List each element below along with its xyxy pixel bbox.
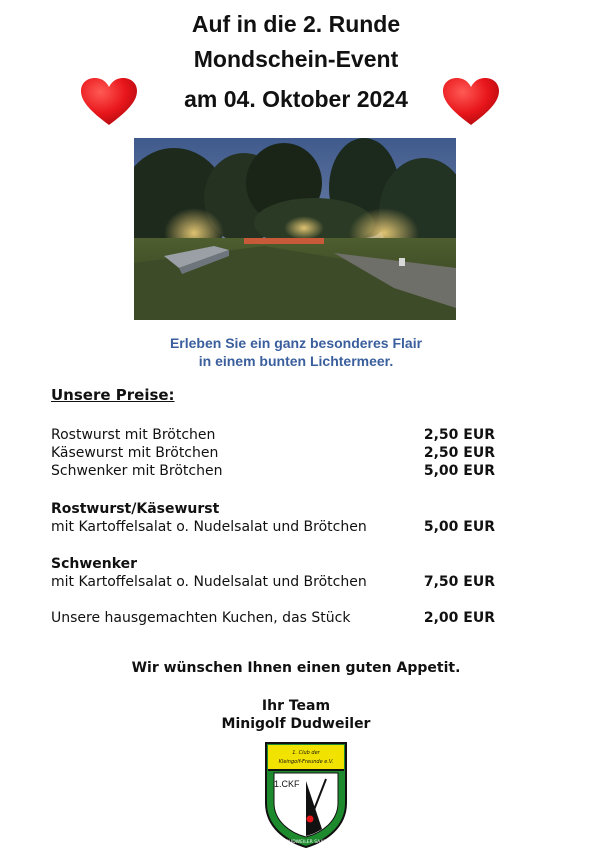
logo-top2: Kleingolf-Freunde e.V.: [278, 759, 334, 765]
team-line1: Ihr Team: [261, 698, 331, 714]
appetite-wish: Wir wünschen Ihnen einen guten Appetit.: [131, 660, 461, 676]
item-price: 2,50 EUR: [423, 445, 495, 461]
item-price: 5,00 EUR: [423, 463, 495, 479]
team-line2: Minigolf Dudweiler: [221, 716, 371, 732]
logo-bottom: DUDWEILER SAAR: [285, 840, 327, 845]
item-label: Schwenker mit Brötchen: [51, 463, 223, 479]
item-label: mit Kartoffelsalat o. Nudelsalat und Brötchen: [51, 519, 367, 535]
item-price: 2,00 EUR: [423, 610, 495, 626]
prices-heading: Unsere Preise:: [51, 386, 175, 404]
item-label: Rostwurst mit Brötchen: [51, 427, 216, 443]
item-label: Käsewurst mit Brötchen: [51, 445, 219, 461]
tagline-line1: Erleben Sie ein ganz besonderes Flair: [169, 335, 423, 351]
item-label: Unsere hausgemachten Kuchen, das Stück: [51, 610, 351, 626]
combo1-title: Rostwurst/Käsewurst: [51, 501, 220, 517]
logo-top1: 1. Club der: [292, 750, 320, 756]
event-title-line1: Auf in die 2. Runde: [191, 11, 401, 37]
event-title-line2: Mondschein-Event: [193, 46, 399, 72]
item-price: 5,00 EUR: [423, 519, 495, 535]
minigolf-night-photo: [134, 138, 456, 320]
club-logo: [264, 741, 348, 849]
combo2-title: Schwenker: [51, 556, 138, 572]
tagline-line2: in einem bunten Lichtermeer.: [198, 353, 394, 369]
heart-icon: [442, 77, 500, 127]
logo-mid: 1.CKF: [274, 779, 300, 789]
item-label: mit Kartoffelsalat o. Nudelsalat und Brötchen: [51, 574, 367, 590]
event-date: am 04. Oktober 2024: [184, 86, 408, 112]
heart-icon: [80, 77, 138, 127]
item-price: 7,50 EUR: [423, 574, 495, 590]
item-price: 2,50 EUR: [423, 427, 495, 443]
